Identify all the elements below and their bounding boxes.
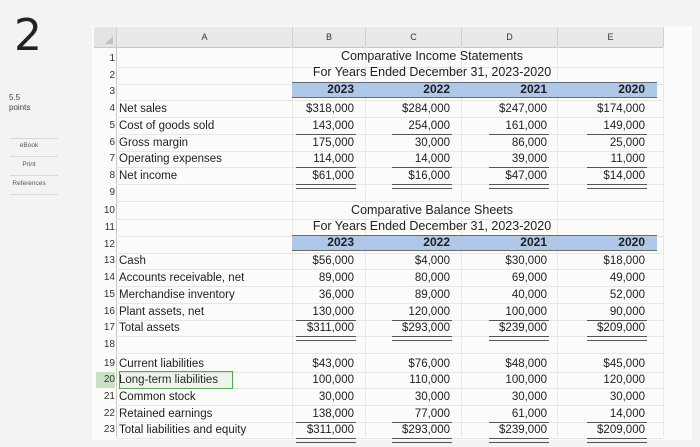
balance-value-cell[interactable]: 100,000 [505, 374, 547, 387]
balance-value-cell[interactable]: 49,000 [609, 272, 645, 285]
row-number[interactable]: 14 [103, 272, 115, 284]
income-subtitle: For Years Ended December 31, 2023-2020 [312, 65, 552, 79]
gridline [116, 336, 664, 337]
income-year-2021: 2021 [520, 82, 547, 96]
balance-year-2021: 2021 [520, 235, 547, 249]
income-value-cell[interactable]: $247,000 [499, 103, 547, 116]
ebook-link[interactable]: eBook [19, 142, 39, 149]
balance-value-cell[interactable]: 52,000 [609, 288, 645, 301]
balance-value-cell[interactable]: $76,000 [408, 357, 450, 370]
points-value: 5.5 [9, 93, 21, 102]
balance-row-label[interactable]: Merchandise inventory [119, 288, 235, 301]
income-title: Comparative Income Statements [340, 49, 524, 63]
balance-value-cell[interactable]: 61,000 [511, 407, 547, 420]
side-divider [10, 138, 58, 139]
balance-value-cell[interactable]: 30,000 [414, 391, 450, 403]
column-header-b[interactable]: B [293, 27, 366, 48]
column-header-c[interactable]: C [366, 27, 462, 48]
income-year-2023: 2023 [327, 82, 354, 96]
row-number[interactable]: 2 [109, 69, 115, 81]
total-double-underline [392, 336, 452, 341]
row-number[interactable]: 18 [103, 338, 115, 350]
total-double-underline [489, 438, 549, 443]
row-number[interactable]: 5 [109, 119, 115, 131]
income-year-2022: 2022 [423, 82, 450, 96]
balance-row-label[interactable]: Plant assets, net [119, 305, 205, 318]
row-number[interactable]: 15 [103, 288, 115, 300]
income-value-cell[interactable]: 25,000 [609, 136, 645, 149]
balance-year-2022: 2022 [423, 235, 450, 249]
balance-value-cell[interactable]: 14,000 [609, 407, 645, 420]
balance-value-cell[interactable]: $4,000 [414, 255, 450, 268]
income-value-cell[interactable]: 161,000 [505, 119, 547, 132]
income-value-cell[interactable]: 114,000 [313, 153, 354, 166]
income-value-cell[interactable]: 14,000 [414, 153, 450, 166]
balance-value-cell[interactable]: 120,000 [408, 305, 450, 318]
income-row-label[interactable]: Net income [119, 169, 178, 182]
balance-row-label[interactable]: Accounts receivable, net [119, 272, 245, 285]
row-number[interactable]: 7 [109, 153, 115, 165]
row-number[interactable]: 4 [109, 103, 115, 115]
balance-value-cell[interactable]: $48,000 [505, 357, 547, 370]
row-number[interactable]: 12 [103, 238, 115, 250]
balance-value-cell[interactable]: 40,000 [511, 288, 547, 301]
income-row-label[interactable]: Net sales [119, 103, 167, 116]
column-header-a[interactable]: A [117, 27, 293, 48]
column-header-e[interactable]: E [558, 27, 664, 48]
side-divider [10, 194, 58, 195]
question-number: 2 [14, 10, 42, 61]
balance-value-cell[interactable]: $311,000 [306, 322, 354, 335]
balance-row-label[interactable]: Total assets [119, 322, 180, 335]
gridline [116, 353, 664, 354]
income-value-cell[interactable]: 39,000 [511, 153, 547, 166]
balance-title: Comparative Balance Sheets [351, 203, 513, 217]
side-divider [10, 175, 58, 176]
balance-row-label[interactable]: Retained earnings [119, 407, 213, 420]
balance-value-cell[interactable]: $293,000 [402, 424, 450, 437]
balance-year-2020: 2020 [618, 235, 645, 249]
income-value-cell[interactable]: 175,000 [312, 136, 354, 149]
balance-value-cell[interactable]: $45,000 [603, 357, 645, 370]
balance-value-cell[interactable]: 130,000 [312, 305, 354, 318]
total-double-underline [587, 438, 647, 443]
row-number[interactable]: 21 [103, 391, 115, 402]
total-double-underline [489, 336, 549, 341]
balance-value-cell[interactable]: $239,000 [499, 322, 547, 335]
total-double-underline [392, 184, 452, 189]
income-value-cell[interactable]: $284,000 [402, 103, 450, 116]
balance-subtitle: For Years Ended December 31, 2023-2020 [312, 219, 552, 233]
row-number[interactable]: 16 [103, 305, 115, 317]
balance-value-cell[interactable]: $56,000 [312, 255, 354, 268]
row-number[interactable]: 13 [103, 255, 115, 267]
column-header-d[interactable]: D [462, 27, 558, 48]
balance-year-2023: 2023 [327, 235, 354, 249]
row-number[interactable]: 1 [109, 53, 115, 64]
balance-value-cell[interactable]: 100,000 [312, 374, 354, 387]
select-all-corner[interactable] [94, 27, 117, 48]
balance-value-cell[interactable]: 36,000 [318, 288, 354, 301]
total-double-underline [489, 184, 549, 189]
row-number[interactable]: 22 [103, 407, 115, 419]
income-value-cell[interactable]: 86,000 [511, 136, 547, 149]
income-value-cell[interactable]: 149,000 [603, 119, 645, 132]
income-value-cell[interactable]: $174,000 [597, 103, 645, 116]
income-value-cell[interactable]: $318,000 [306, 103, 354, 116]
balance-value-cell[interactable]: 30,000 [609, 391, 645, 403]
balance-value-cell[interactable]: 80,000 [414, 272, 450, 285]
balance-value-cell[interactable]: $209,000 [597, 424, 645, 437]
row-number[interactable]: 19 [103, 357, 115, 369]
balance-value-cell[interactable]: $18,000 [603, 255, 645, 268]
balance-row-label[interactable]: Total liabilities and equity [119, 424, 247, 437]
row-number[interactable]: 11 [104, 222, 115, 233]
income-row-label[interactable]: Gross margin [119, 136, 189, 149]
income-value-cell[interactable]: $61,000 [312, 169, 354, 182]
balance-value-cell[interactable]: 100,000 [505, 305, 547, 318]
income-year-2020: 2020 [618, 82, 645, 96]
balance-value-cell[interactable]: 90,000 [609, 305, 645, 318]
balance-value-cell[interactable]: 89,000 [318, 272, 354, 285]
row-number[interactable]: 3 [109, 86, 115, 98]
balance-value-cell[interactable]: 110,000 [409, 374, 450, 387]
gridline [116, 438, 664, 439]
income-value-cell[interactable]: 30,000 [414, 136, 450, 149]
income-value-cell[interactable]: $14,000 [603, 169, 645, 182]
balance-value-cell[interactable]: $209,000 [597, 322, 645, 335]
side-divider [10, 156, 58, 157]
gridline [116, 184, 664, 185]
balance-row-label[interactable]: Long-term liabilities [119, 374, 219, 387]
income-row-label[interactable]: Cost of goods sold [119, 119, 215, 132]
balance-row-label[interactable]: Common stock [119, 391, 196, 403]
selected-cell[interactable] [119, 371, 233, 389]
row-number[interactable]: 6 [109, 136, 115, 148]
balance-value-cell[interactable]: 77,000 [414, 407, 450, 420]
row-number[interactable]: 8 [109, 169, 115, 181]
balance-row-label[interactable]: Cash [119, 255, 146, 268]
total-double-underline [587, 184, 647, 189]
balance-value-cell[interactable]: 138,000 [312, 407, 354, 420]
row-header-separator [116, 47, 117, 437]
balance-value-cell[interactable]: $311,000 [306, 424, 354, 437]
income-row-label[interactable]: Operating expenses [119, 153, 222, 166]
row-number[interactable]: 9 [109, 186, 115, 198]
total-double-underline [587, 336, 647, 341]
column-divider [663, 47, 664, 437]
income-value-cell[interactable]: $47,000 [505, 169, 547, 182]
balance-value-cell[interactable]: $293,000 [402, 322, 450, 335]
balance-value-cell[interactable]: 30,000 [511, 391, 547, 403]
total-double-underline [392, 438, 452, 443]
income-value-cell[interactable]: 143,000 [312, 119, 354, 132]
balance-row-label[interactable]: Current liabilities [119, 357, 205, 370]
balance-value-cell[interactable]: 89,000 [414, 288, 450, 301]
balance-value-cell[interactable]: 120,000 [603, 374, 645, 387]
points-label: points [9, 103, 31, 112]
row-number[interactable]: 20 [96, 372, 115, 388]
references-link[interactable]: References [12, 180, 46, 187]
balance-value-cell[interactable]: $30,000 [505, 255, 547, 268]
row-number[interactable]: 23 [103, 424, 115, 436]
total-double-underline [296, 336, 356, 341]
row-number[interactable]: 10 [103, 205, 115, 217]
income-value-cell[interactable]: $16,000 [408, 169, 450, 182]
points-info [9, 93, 30, 113]
balance-value-cell[interactable]: $239,000 [499, 424, 547, 437]
print-link[interactable]: Print [22, 161, 36, 168]
balance-value-cell[interactable]: 69,000 [511, 272, 547, 285]
income-value-cell[interactable]: 254,000 [408, 119, 450, 132]
balance-value-cell[interactable]: 30,000 [318, 391, 354, 403]
row-number[interactable]: 17 [103, 322, 115, 334]
income-value-cell[interactable]: 11,000 [610, 153, 645, 166]
balance-value-cell[interactable]: $43,000 [312, 357, 354, 370]
total-double-underline [296, 184, 356, 189]
total-double-underline [296, 438, 356, 443]
